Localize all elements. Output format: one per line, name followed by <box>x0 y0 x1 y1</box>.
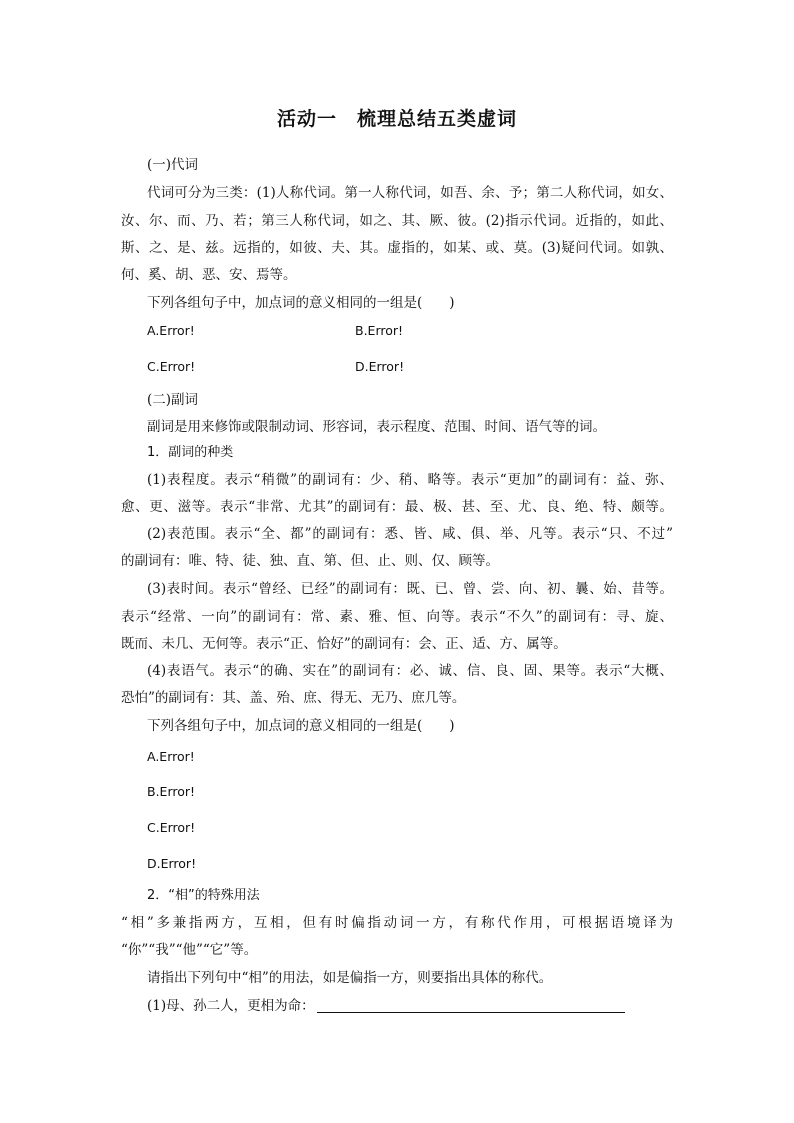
paragraph-line: 的副词有：唯、特、徒、独、直、第、但、止、则、仅、顾等。 <box>121 553 499 569</box>
paragraph-line: “你”“我”“他”“它”等。 <box>121 942 258 958</box>
paragraph-line: 副词是用来修饰或限制动词、形容词，表示程度、范围、时间、语气等的词。 <box>147 419 606 435</box>
question-text: 下列各组句子中，加点词的意义相同的一组是( ) <box>147 295 455 311</box>
paragraph-line: (4)表语气。表示“的确、实在”的副词有：必、诚、信、良、固、果等。表示“大概、 <box>147 663 673 679</box>
subheading: 2．“相”的特殊用法 <box>147 888 260 903</box>
paragraph-line: 汝、尔、而、乃、若；第三人称代词，如之、其、厥、彼。(2)指示代词。近指的，如此、 <box>121 213 673 229</box>
question-text: 下列各组句子中，加点词的意义相同的一组是( ) <box>147 718 455 734</box>
answer-blank[interactable] <box>317 998 625 1013</box>
paragraph-line: (1)表程度。表示“稍微”的副词有：少、稍、略等。表示“更加”的副词有：益、弥、 <box>147 472 673 488</box>
paragraph-line: 既而、未几、无何等。表示“正、恰好”的副词有：会、正、适、方、属等。 <box>121 636 567 652</box>
exercise-item <box>147 997 625 1015</box>
paragraph-line: 何、奚、胡、恶、安、焉等。 <box>121 267 297 283</box>
page-title: 活动一 梳理总结五类虚词 <box>276 108 517 130</box>
section-heading-pronoun: (一)代词 <box>147 157 199 173</box>
paragraph-line: (2)表范围。表示“全、都”的副词有：悉、皆、咸、俱、举、凡等。表示“只、不过” <box>147 526 673 542</box>
paragraph-line: (3)表时间。表示“曾经、已经”的副词有：既、已、曾、尝、向、初、曩、始、昔等。 <box>147 581 673 597</box>
option-a: A.Error! <box>147 323 195 338</box>
paragraph-line: 愈、更、滋等。表示“非常、尤其”的副词有：最、极、甚、至、尤、良、绝、特、颇等。 <box>121 499 673 515</box>
option-d: D.Error! <box>147 856 197 871</box>
option-c: C.Error! <box>147 820 196 835</box>
option-a: A.Error! <box>147 749 195 764</box>
subheading: 1．副词的种类 <box>147 445 234 460</box>
instruction-text: 请指出下列句中“相”的用法，如是偏指一方，则要指出具体的称代。 <box>147 970 553 986</box>
section-heading-adverb: (二)副词 <box>147 392 199 408</box>
paragraph-line: 代词可分为三类：(1)人称代词。第一人称代词，如吾、余、予；第二人称代词，如女、 <box>147 185 673 201</box>
paragraph-line: 斯、之、是、兹。远指的，如彼、夫、其。虚指的，如某、或、莫。(3)疑问代词。如孰、 <box>121 240 673 256</box>
option-b: B.Error! <box>147 784 196 799</box>
paragraph-line: 恐怕”的副词有：其、盖、殆、庶、得无、无乃、庶几等。 <box>121 690 466 706</box>
exercise-item-text: (1)母、孙二人，更相为命： <box>147 998 315 1014</box>
paragraph-line: “相”多兼指两方，互相，但有时偏指动词一方，有称代作用，可根据语境译为 <box>121 915 673 931</box>
option-c: C.Error! <box>147 359 196 374</box>
option-b: B.Error! <box>355 323 404 338</box>
paragraph-line: 表示“经常、一向”的副词有：常、素、雅、恒、向等。表示“不久”的副词有：寻、旋、 <box>121 609 673 625</box>
option-d: D.Error! <box>355 359 405 374</box>
